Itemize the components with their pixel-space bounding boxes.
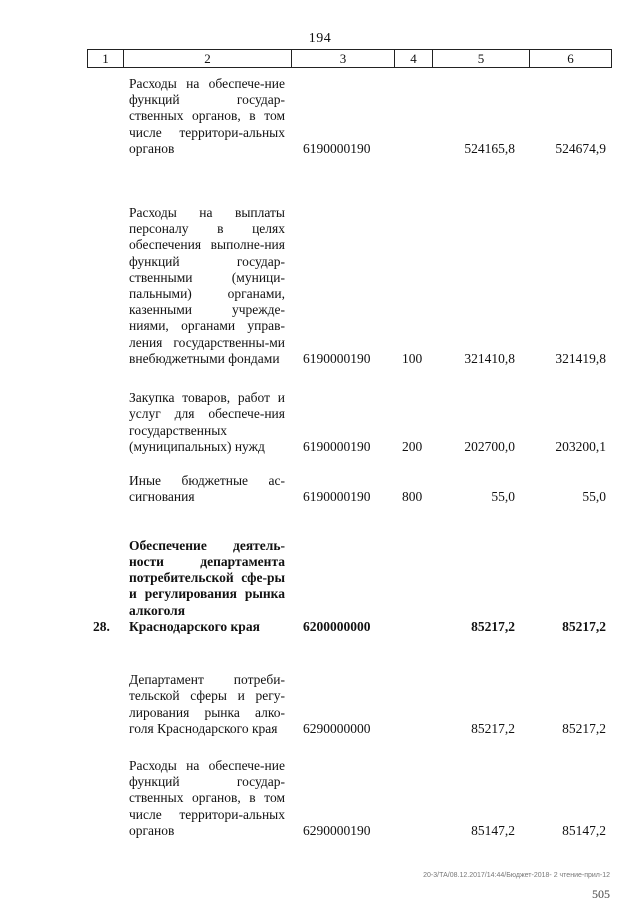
row-name: Иные бюджетные ас-сигнования [129,472,285,504]
row-code: 6190000190 [303,350,371,366]
row-code: 6290000000 [303,720,371,736]
row-value-2019: 203200,1 [555,438,606,454]
row-code: 6290000190 [303,822,371,838]
row-name: Расходы на обеспече-ние функций государ-ственных органов, в том числе территори-альных органов [129,757,285,838]
row-name: Расходы на обеспече-ние функций государ-ственных органов, в том числе территори-альных органов [129,75,285,156]
row-expense-type: 800 [402,488,423,504]
row-name: Обеспечение деятель-ности департамента потребительской сфе-ры и регулирования рынка алкоголя Краснодарского края [129,537,285,634]
footer-stamp: 20-3/ТА/08.12.2017/14:44/Бюджет-2018- 2 чтение-прил-12 [423,872,610,879]
row-name: Департамент потреби-тельской сферы и регу-лирования рынка алко-голя Краснодарского края [129,672,285,736]
row-value-2019: 85217,2 [562,618,606,634]
row-code: 6190000190 [303,140,371,156]
row-expense-type: 200 [402,438,423,454]
row-code: 6190000190 [303,438,371,454]
header-col-3: 3 [292,50,395,67]
row-value-2019: 85217,2 [562,720,606,736]
row-name: Расходы на выплаты персоналу в целях обеспечения выполне-ния функций государ-ственными (муници-пальными) органами, казенными учрежде-ниями, органами управ-ления государственны-ми внебюджетными фондами [129,204,285,366]
row-name: Закупка товаров, работ и услуг для обеспече-ния государственных (муниципальных) нужд [129,390,285,454]
row-expense-type: 100 [402,350,423,366]
row-number: 28. [93,618,110,634]
header-col-6: 6 [530,50,612,67]
row-value-2018: 321410,8 [464,350,515,366]
row-value-2018: 85217,2 [471,618,515,634]
row-value-2018: 85147,2 [471,822,515,838]
row-value-2019: 85147,2 [562,822,606,838]
header-col-4: 4 [395,50,433,67]
row-value-2018: 85217,2 [471,720,515,736]
row-value-2018: 55,0 [491,488,515,504]
row-code: 6190000190 [303,488,371,504]
row-value-2019: 524674,9 [555,140,606,156]
page-number: 194 [308,31,332,46]
row-value-2018: 524165,8 [464,140,515,156]
header-col-2: 2 [124,50,292,67]
header-col-1: 1 [88,50,124,67]
row-value-2019: 321419,8 [555,350,606,366]
row-value-2018: 202700,0 [464,438,515,454]
header-col-5: 5 [433,50,530,67]
footer-page-number: 505 [592,887,610,901]
row-value-2019: 55,0 [582,488,606,504]
row-code: 6200000000 [303,618,371,634]
